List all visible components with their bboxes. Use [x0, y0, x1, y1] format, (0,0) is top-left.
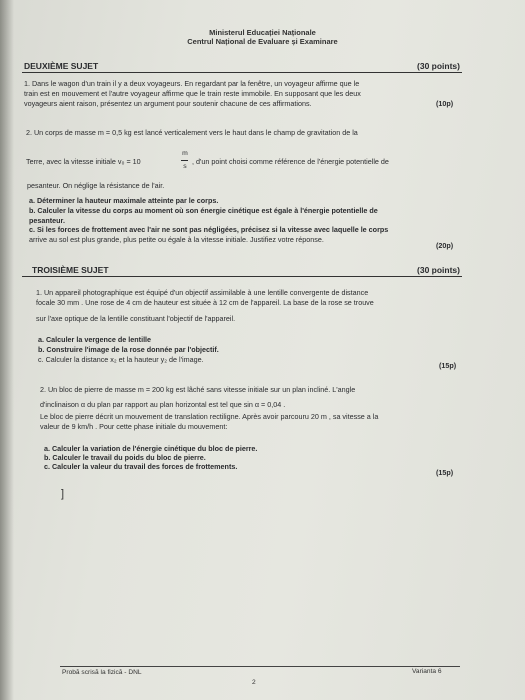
section-2-points: (30 points) — [417, 61, 460, 71]
s3-q1-line2: focale 30 mm . Une rose de 4 cm de hauteur est située à 12 cm de l'appareil. La base de la rose se trouve — [36, 298, 374, 307]
s2-q2-points: (20p) — [436, 241, 454, 250]
page-number: 2 — [252, 679, 256, 686]
s2-q2-line2a: Terre, avec la vitesse initiale v₀ = 10 — [26, 157, 141, 166]
s2-q2-line2b: , d'un point choisi comme référence de l'énergie potentielle de — [192, 157, 389, 166]
page-shadow — [0, 0, 14, 700]
s2-q2-b2: pesanteur. — [29, 216, 65, 225]
s2-q2-c1: c. Si les forces de frottement avec l'air ne sont pas négligées, précisez si la vitesse avec laquelle le corps — [29, 225, 389, 234]
section-3-title: TROISIÈME SUJET — [32, 265, 109, 275]
s3-q2-points: (15p) — [436, 468, 454, 477]
s3-q1-c: c. Calculer la distance x₂ et la hauteur y₂ de l'image. — [38, 355, 204, 364]
section-2-header — [22, 58, 462, 73]
s2-q1-points: (10p) — [436, 99, 454, 108]
s2-q1-line1: 1. Dans le wagon d'un train il y a deux voyageurs. En regardant par la fenêtre, un voyageur affirme que le — [24, 79, 360, 88]
center-name: Centrul Național de Evaluare și Examinare — [187, 37, 338, 46]
footer-left: Probă scrisă la fizică - DNL — [62, 669, 142, 676]
s3-q1-line3: sur l'axe optique de la lentille constituant l'objectif de l'appareil. — [36, 314, 236, 323]
s3-q2-line4: valeur de 9 km/h . Pour cette phase initiale du mouvement: — [40, 422, 228, 431]
s3-q1-line1: 1. Un appareil photographique est équipé d'un objectif assimilable à une lentille convergente de distance — [36, 288, 369, 297]
s2-q2-a: a. Déterminer la hauteur maximale atteinte par le corps. — [29, 196, 219, 205]
s3-q2-b: b. Calculer le travail du poids du bloc de pierre. — [44, 453, 206, 462]
s3-q2-c: c. Calculer la valeur du travail des forces de frottements. — [44, 462, 238, 471]
s2-q2-b1: b. Calculer la vitesse du corps au moment où son énergie cinétique est égale à l'énergie potentielle de — [29, 206, 378, 215]
footer-right: Varianta 6 — [412, 668, 442, 675]
s3-q1-points: (15p) — [439, 361, 457, 370]
s3-q2-line2: d'inclinaison α du plan par rapport au plan horizontal est tel que sin α = 0,04 . — [40, 400, 286, 409]
s2-q2-c2: arrive au sol est plus grande, plus petite ou égale à la vitesse initiale. Justifiez votre réponse. — [29, 235, 324, 244]
s2-q1-line2: train est en mouvement et l'autre voyageur affirme que le train reste immobile. En supposant que les deux — [24, 89, 361, 98]
section-2-title: DEUXIÈME SUJET — [24, 61, 99, 71]
fraction-bar — [181, 160, 188, 161]
s2-q2-line1: 2. Un corps de masse m = 0,5 kg est lancé verticalement vers le haut dans le champ de gravitation de la — [26, 128, 358, 137]
ministry-name: Ministerul Educației Naționale — [209, 28, 316, 37]
section-3-points: (30 points) — [417, 265, 460, 275]
s3-q2-line1: 2. Un bloc de pierre de masse m = 200 kg est lâché sans vitesse initiale sur un plan incliné. L'angle — [40, 385, 356, 394]
footer-rule — [60, 666, 460, 667]
s3-q2-line3: Le bloc de pierre décrit un mouvement de translation rectiligne. Après avoir parcouru 20 m , sa vitesse a la — [40, 412, 379, 421]
s2-q1-line3: voyageurs aient raison, présentez un argument pour soutenir chacune de ces affirmations. — [24, 99, 312, 108]
unit-numerator: m — [182, 150, 188, 157]
s2-q2-line3: pesanteur. On néglige la résistance de l'air. — [27, 181, 165, 190]
s3-q2-a: a. Calculer la variation de l'énergie cinétique du bloc de pierre. — [44, 444, 258, 453]
s3-q1-a: a. Calculer la vergence de lentille — [38, 335, 152, 344]
s3-q1-b: b. Construire l'image de la rose donnée par l'objectif. — [38, 345, 219, 354]
section-3-header — [22, 262, 462, 277]
bracket-mark: ] — [61, 488, 65, 500]
unit-denominator: s — [183, 163, 187, 170]
